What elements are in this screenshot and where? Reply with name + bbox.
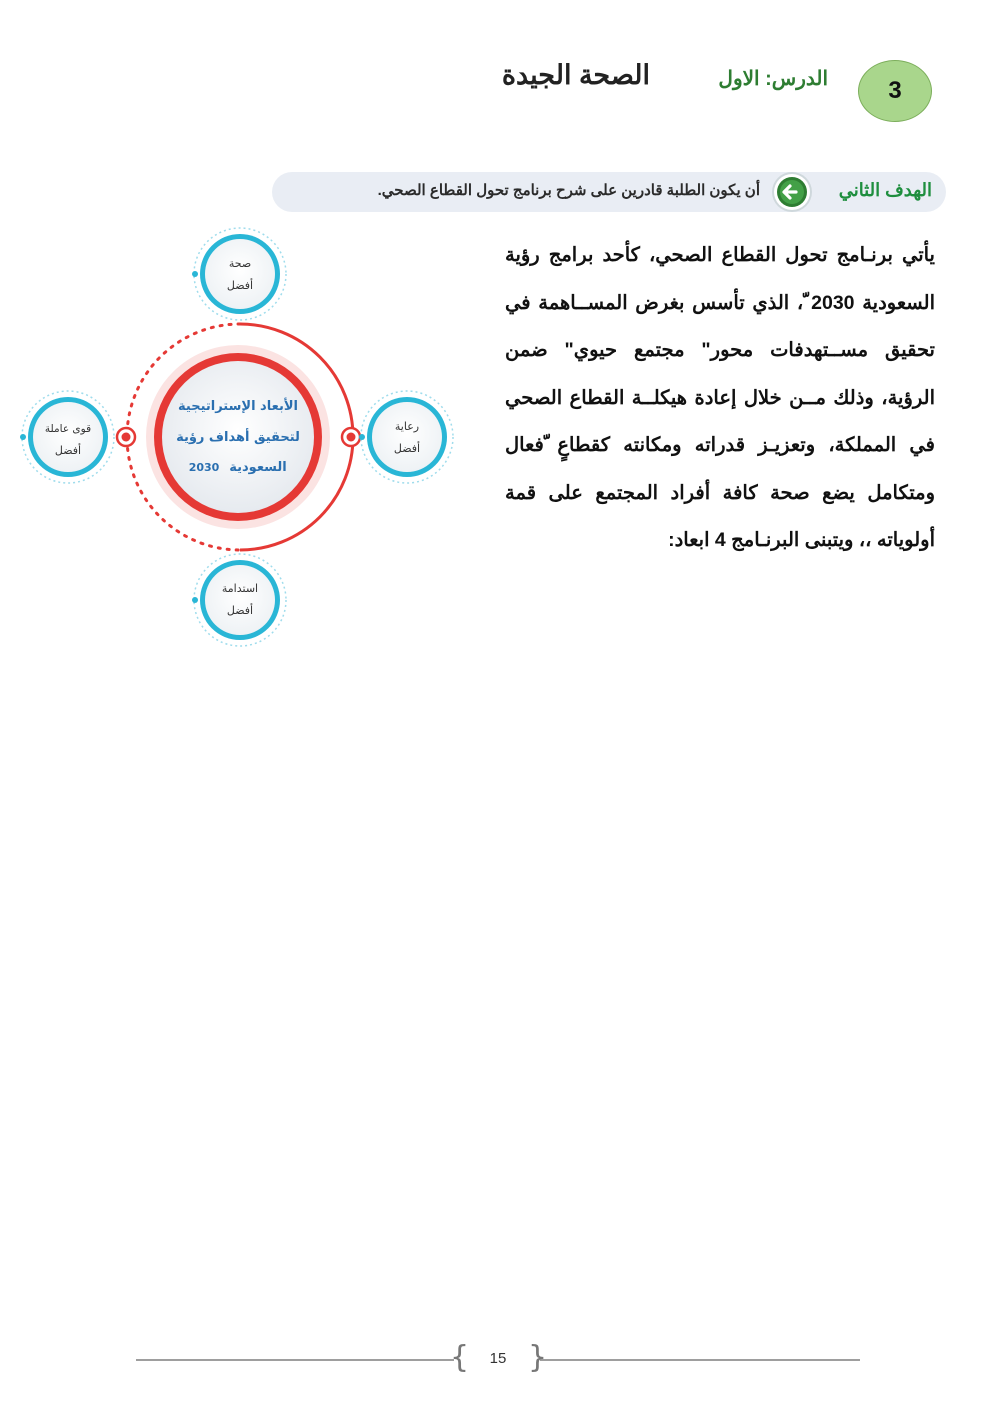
node-bottom-line1: استدامة	[221, 582, 259, 595]
node-better-sustainability	[192, 554, 286, 646]
center-line-1: الأبعاد الإستراتيجية	[178, 399, 298, 414]
node-better-health	[192, 228, 286, 320]
node-left-line1: قوى عاملة	[44, 423, 92, 435]
center-line-2: لتحقيق أهداف رؤية	[176, 430, 300, 445]
unit-number-badge	[858, 60, 932, 122]
footer-brace-right: }	[528, 1340, 548, 1375]
unit-number: 3	[888, 77, 902, 104]
goal-label: الهدف الثاني	[838, 180, 932, 200]
page-title: الصحة الجيدة	[501, 60, 650, 90]
center-line-3: السعودية	[229, 460, 287, 475]
ring-marker-right	[342, 428, 360, 446]
center-year: 2030	[188, 461, 220, 474]
page-number: 15	[489, 1350, 507, 1367]
node-top-line2: أفضل	[226, 279, 254, 292]
footer-brace-left: {	[450, 1340, 470, 1375]
lesson-label: الدرس: الاول	[718, 68, 828, 90]
ring-marker-left	[117, 428, 135, 446]
goal-text: أن يكون الطلبة قادرين على شرح برنامج تحول القطاع الصحي.	[377, 182, 760, 199]
node-better-workforce	[20, 391, 114, 483]
footer-rule-left	[136, 1359, 454, 1361]
node-left-line2: أفضل	[54, 444, 82, 457]
node-bottom-line2: أفضل	[226, 604, 254, 617]
node-better-care	[359, 391, 453, 483]
arrow-left-icon	[774, 174, 810, 210]
goal-bar	[272, 172, 946, 212]
node-right-line1: رعاية	[394, 420, 420, 433]
strategic-dimensions-diagram	[10, 222, 480, 662]
footer-rule-right	[540, 1359, 860, 1361]
center-circle	[146, 345, 330, 529]
node-right-line2: أفضل	[393, 442, 421, 455]
node-top-line1: صحة	[228, 257, 252, 270]
body-paragraph: يأتي برنـامج تحول القطاع الصحي، كأحد برامج رؤية السعودية 2030 ّ، الذي تأسس بغرض المســاهمة في تحقيق مســتهدفات محور" مجتمع حيوي" ضمن الرؤية، وذلك مــن خلال إعادة هيكلــة القطاع الصحي في المملكة، وتعزيـز قدراته ومكانته كقطاعٍ ّفعال ومتكامل يضع صحة كافة أفراد المجتمع على قمة أولوياته ،، ويتبنى البرنـامج 4 ابعاد:	[505, 244, 935, 551]
